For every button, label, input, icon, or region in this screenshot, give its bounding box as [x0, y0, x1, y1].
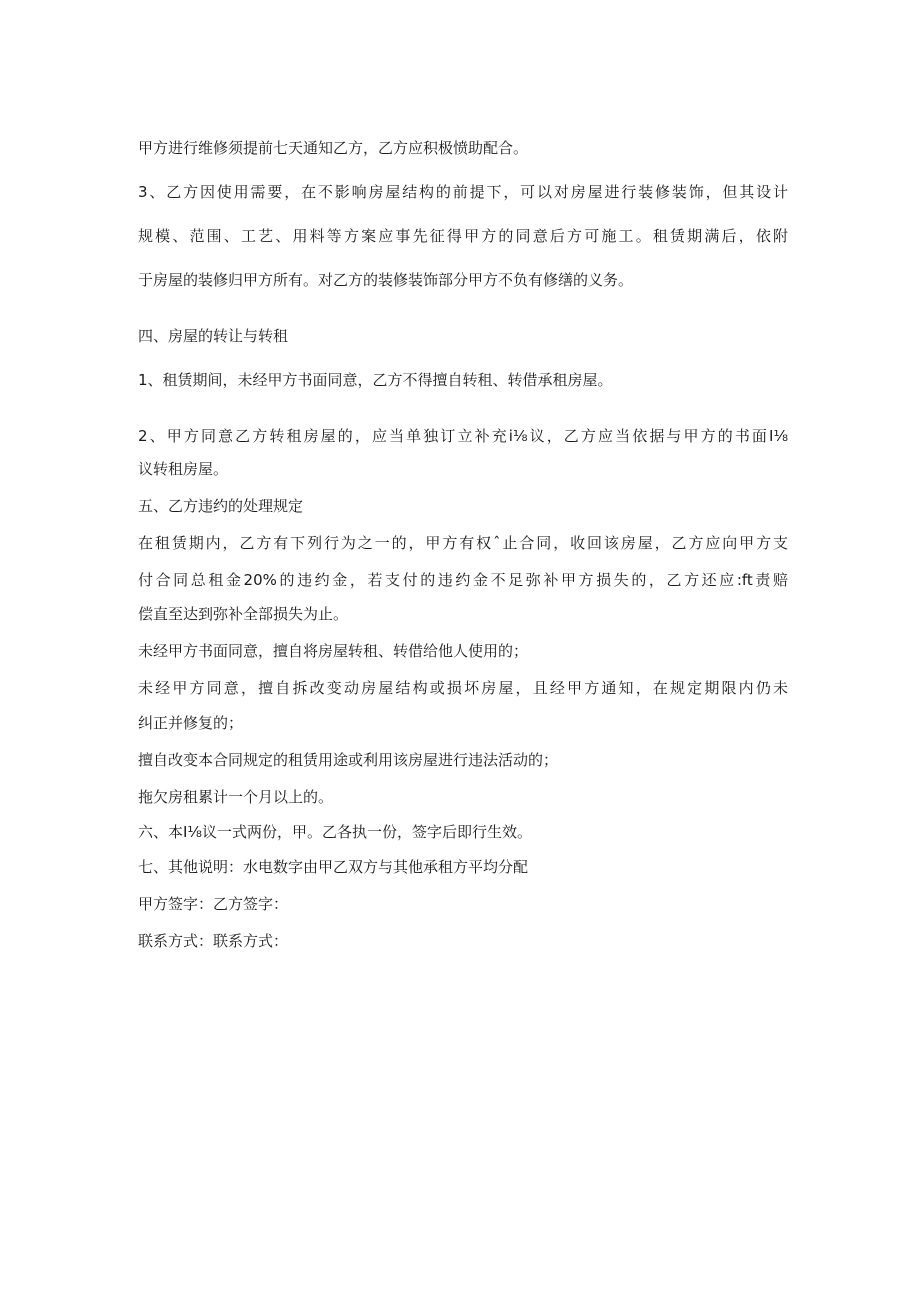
text-line: 擅自改变本合同规定的租赁用途或利用该房屋进行违法活动的；: [138, 751, 559, 769]
text-line: 拖欠房租累计一个月以上的。: [138, 788, 334, 806]
text-line: 未经甲方同意，擅自拆改变动房屋结构或损坏房屋，且经甲方通知，在规定期限内仍未: [138, 679, 788, 697]
text-line: 3、乙方因使用需要，在不影响房屋结构的前提下，可以对房屋进行装修装饰，但其设计: [138, 183, 788, 201]
section-heading: 四、房屋的转让与转租: [138, 327, 289, 345]
text-line: 纠正并修复的；: [138, 714, 244, 732]
text-line: 规模、范围、工艺、用料等方案应事先征得甲方的同意后方可施工。租赁期满后，依附: [138, 227, 788, 245]
text-line: 1、租赁期间，未经甲方书面同意，乙方不得擅自转租、转借承租房屋。: [138, 371, 613, 389]
section-heading: 五、乙方违约的处理规定: [138, 497, 304, 515]
text-line: 甲方进行维修须提前七天通知乙方，乙方应积极愤助配合。: [138, 139, 529, 157]
section-heading: 七、其他说明：水电数字由甲乙双方与其他承租方平均分配: [138, 858, 529, 876]
text-line: 付合同总租金20%的违约金，若支付的违约金不足弥补甲方损失的，乙方还应:ft责赔: [138, 571, 788, 589]
text-line: 未经甲方书面同意，擅自将房屋转租、转借给他人使用的；: [138, 642, 529, 660]
text-line: 偿直至达到弥补全部损失为止。: [138, 605, 349, 623]
text-line: 2、甲方同意乙方转租房屋的，应当单独订立补充i⅛议，乙方应当依据与甲方的书面I⅛: [138, 427, 788, 445]
text-line: 于房屋的装修归甲方所有。对乙方的装修装饰部分甲方不负有修缮的义务。: [138, 271, 634, 289]
text-line: 在租赁期内，乙方有下列行为之一的，甲方有权ˆ止合同，收回该房屋，乙方应向甲方支: [138, 534, 788, 552]
signature-line: 甲方签字：乙方签字：: [138, 895, 289, 913]
contact-line: 联系方式：联系方式：: [138, 932, 289, 950]
text-line: 议转租房屋。: [138, 460, 229, 478]
section-heading: 六、本I⅛议一式两份，甲。乙各执一份，签字后即行生效。: [138, 823, 532, 841]
